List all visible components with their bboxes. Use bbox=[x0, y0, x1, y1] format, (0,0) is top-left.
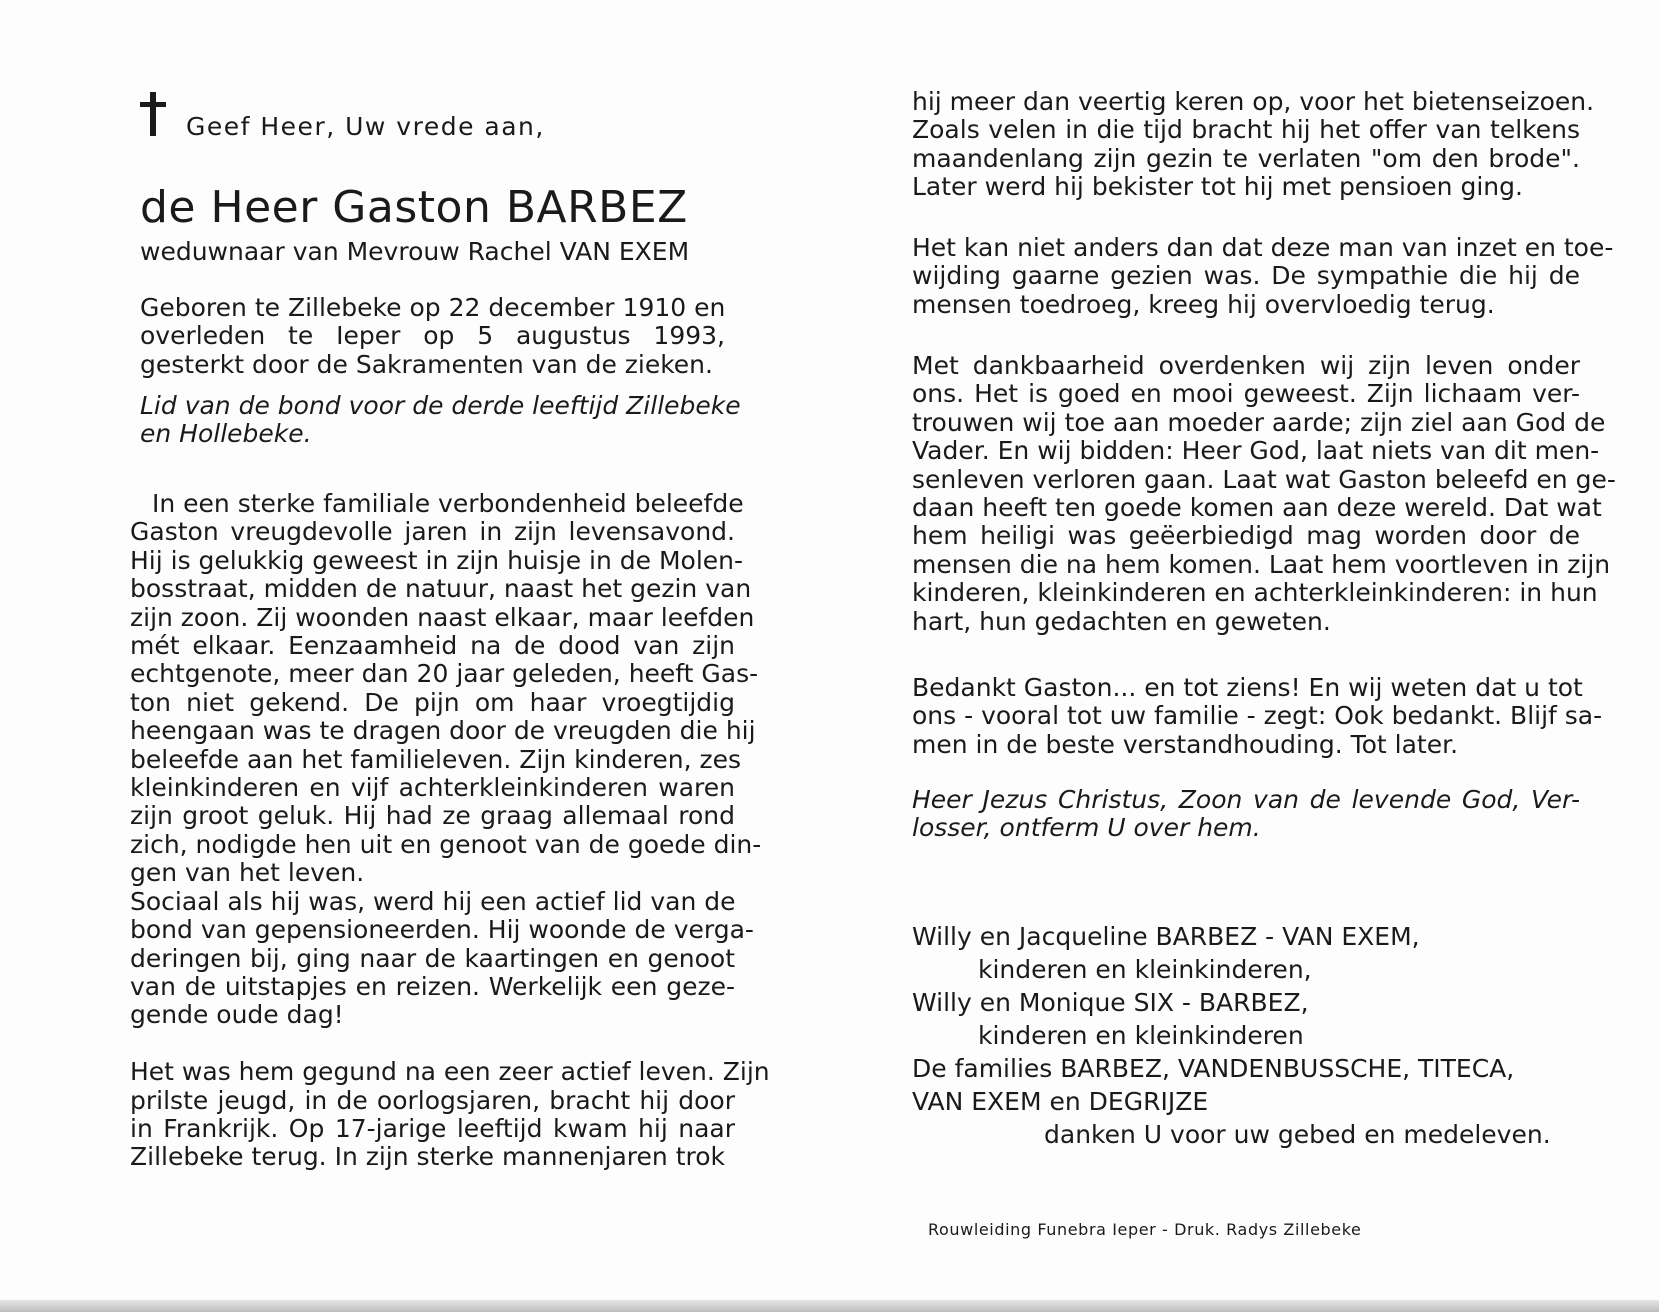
bond-line: en Hollebeke. bbox=[140, 419, 312, 449]
text-line: mensen die na hem komen. Laat hem voortleven in zijn bbox=[912, 549, 1611, 579]
text-line: daan heeft ten goede komen aan deze wereld. Dat wat bbox=[912, 493, 1602, 523]
reflection-paragraph bbox=[912, 351, 1616, 636]
left-column bbox=[130, 82, 770, 1172]
biography-text bbox=[130, 489, 770, 1172]
deceased-name: de Heer Gaston BARBEZ bbox=[140, 182, 688, 233]
text-line: In een sterke familiale verbondenheid beleefde bbox=[152, 489, 744, 518]
text-line: echtgenote, meer dan 20 jaar geleden, heeft Gas- bbox=[130, 659, 759, 689]
text-line: senleven verloren gaan. Laat wat Gaston beleefd en ge- bbox=[912, 464, 1616, 494]
bond-line: Lid van de bond voor de derde leeftijd Zillebeke bbox=[140, 391, 741, 420]
text-line: beleefde aan het familieleven. Zijn kinderen, zes bbox=[130, 744, 741, 774]
text-line: bond van gepensioneerden. Hij woonde de verga- bbox=[130, 915, 754, 945]
closing-prayer bbox=[912, 786, 1580, 843]
text-line: ons. Het is goed en mooi geweest. Zijn lichaam ver- bbox=[912, 379, 1580, 409]
signer-line: kinderen en kleinkinderen, bbox=[978, 955, 1312, 984]
signer-line: VAN EXEM en DEGRIJZE bbox=[912, 1087, 1209, 1116]
text-line bbox=[130, 1030, 735, 1058]
text-line: Hij is gelukkig geweest in zijn huisje in de Molen- bbox=[130, 545, 744, 575]
cross-icon bbox=[140, 92, 166, 138]
text-line: trouwen wij toe aan moeder aarde; zijn ziel aan God de bbox=[912, 407, 1606, 437]
text-line: bosstraat, midden de natuur, naast het gezin van bbox=[130, 574, 752, 604]
text-line: deringen bij, ging naar de kaartingen en genoot bbox=[130, 943, 735, 973]
text-line: ton niet gekend. De pijn om haar vroegtijdig bbox=[130, 687, 735, 717]
prayer-line bbox=[130, 82, 735, 140]
text-line: gen van het leven. bbox=[130, 858, 365, 888]
family-signers bbox=[912, 920, 1580, 1151]
text-line: Heer Jezus Christus, Zoon van de levende God, Ver- bbox=[912, 785, 1580, 814]
birth-line: overleden te Ieper op 5 augustus 1993, bbox=[140, 321, 725, 351]
text-line: men in de beste verstandhouding. Tot later. bbox=[912, 729, 1459, 759]
text-line: prilste jeugd, in de oorlogsjaren, bracht hij door bbox=[130, 1085, 735, 1115]
text-line: Sociaal als hij was, werd hij een actief lid van de bbox=[130, 886, 736, 916]
prayer-text: Geef Heer, Uw vrede aan, bbox=[186, 112, 545, 141]
text-line: van de uitstapjes en reizen. Werkelijk een geze- bbox=[130, 971, 735, 1001]
card-edge bbox=[0, 1300, 1659, 1312]
text-line: Vader. En wij bidden: Heer God, laat niets van dit men- bbox=[912, 436, 1600, 466]
birth-death-info bbox=[140, 294, 725, 379]
text-line: hem heiligi was geëerbiedigd mag worden door de bbox=[912, 521, 1580, 551]
text-line: ons - vooral tot uw familie - zegt: Ook bedankt. Blijf sa- bbox=[912, 701, 1603, 731]
text-line: hij meer dan veertig keren op, voor het bietenseizoen. bbox=[912, 87, 1595, 116]
text-line: gende oude dag! bbox=[130, 1000, 344, 1030]
text-line: maandenlang zijn gezin te verlaten "om den brode". bbox=[912, 143, 1580, 173]
birth-line: gesterkt door de Sakramenten van de zieken. bbox=[140, 349, 713, 379]
text-line: heengaan was te dragen door de vreugden die hij bbox=[130, 716, 756, 746]
signer-line: kinderen en kleinkinderen bbox=[978, 1021, 1304, 1050]
sympathy-paragraph bbox=[912, 233, 1614, 319]
text-line: hart, hun gedachten en geweten. bbox=[912, 606, 1331, 636]
text-line: Gaston vreugdevolle jaren in zijn levensavond. bbox=[130, 517, 735, 547]
text-line: in Frankrijk. Op 17-jarige leeftijd kwam hij naar bbox=[130, 1113, 735, 1143]
signer-line: danken U voor uw gebed en medeleven. bbox=[1044, 1120, 1551, 1149]
signer-line: De families BARBEZ, VANDENBUSSCHE, TITECA, bbox=[912, 1054, 1515, 1083]
text-line: mét elkaar. Eenzaamheid na de dood van zijn bbox=[130, 631, 735, 661]
text-line: kleinkinderen en vijf achterkleinkinderen waren bbox=[130, 773, 735, 803]
widow-line: weduwnaar van Mevrouw Rachel VAN EXEM bbox=[140, 237, 690, 266]
text-line: Met dankbaarheid overdenken wij zijn leven onder bbox=[912, 351, 1580, 380]
text-line: kinderen, kleinkinderen en achterkleinkinderen: in hun bbox=[912, 578, 1598, 608]
text-line: wijding gaarne gezien was. De sympathie die hij de bbox=[912, 261, 1580, 291]
text-line: zijn groot geluk. Hij had ze graag allemaal rond bbox=[130, 801, 735, 831]
text-line: Het was hem gegund na een zeer actief leven. Zijn bbox=[130, 1057, 770, 1087]
birth-line: Geboren te Zillebeke op 22 december 1910 en bbox=[140, 293, 726, 322]
text-line: Later werd hij bekister tot hij met pensioen ging. bbox=[912, 172, 1523, 202]
text-line: zich, nodigde hen uit en genoot van de goede din- bbox=[130, 829, 762, 859]
text-line: losser, ontferm U over hem. bbox=[912, 813, 1261, 843]
text-line: zijn zoon. Zij woonden naast elkaar, maar leefden bbox=[130, 602, 755, 632]
text-line: Het kan niet anders dan dat deze man van inzet en toe- bbox=[912, 233, 1614, 262]
signer-line: Willy en Jacqueline BARBEZ - VAN EXEM, bbox=[912, 922, 1420, 951]
thanks-paragraph bbox=[912, 673, 1603, 759]
text-line: Zoals velen in die tijd bracht hij het offer van telkens bbox=[912, 115, 1580, 145]
text-line: Zillebeke terug. In zijn sterke mannenjaren trok bbox=[130, 1142, 726, 1172]
signer-line: Willy en Monique SIX - BARBEZ, bbox=[912, 988, 1309, 1017]
text-line: Bedankt Gaston... en tot ziens! En wij weten dat u tot bbox=[912, 673, 1583, 702]
funeral-home-footer: Rouwleiding Funebra Ieper - Druk. Radys Zillebeke bbox=[928, 1220, 1362, 1239]
membership-note bbox=[140, 391, 741, 449]
text-line: mensen toedroeg, kreeg hij overvloedig terug. bbox=[912, 289, 1495, 319]
biography-continued bbox=[912, 87, 1595, 202]
